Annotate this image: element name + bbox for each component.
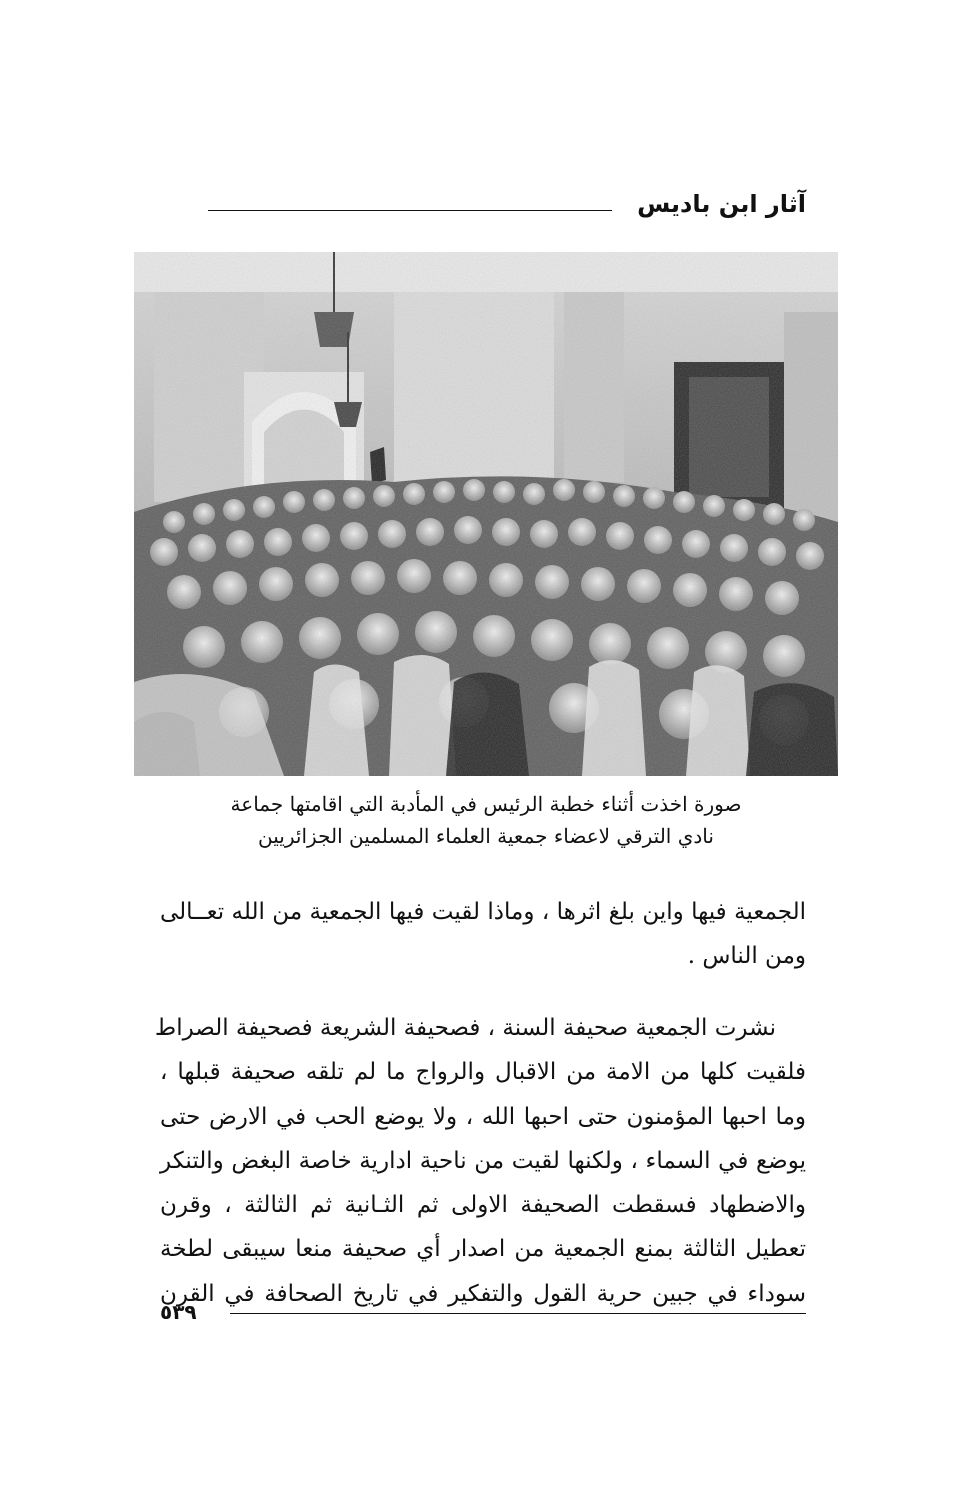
photo-caption — [150, 788, 822, 852]
body-text — [154, 890, 806, 1316]
header-rule — [208, 210, 612, 211]
banquet-photograph — [134, 252, 838, 776]
text-line: تعطيل الثالثة بمنع الجمعية من اصدار أي صحيفة منعا سيبقى لطخة — [160, 1236, 806, 1263]
footer-rule — [230, 1313, 806, 1314]
text-line: ومن الناس . — [687, 943, 806, 969]
text-line: فلقيت كلها من الامة من الاقبال والرواج ما لم تلقه صحيفة قبلها ، — [160, 1059, 806, 1086]
text-line: يوضع في السماء ، ولكنها لقيت من ناحية ادارية خاصة البغض والتنكر — [160, 1147, 806, 1174]
text-line: والاضطهاد فسقطت الصحيفة الاولى ثم الثـانية ثم الثالثة ، وقرن — [160, 1192, 806, 1219]
paragraph — [154, 1006, 806, 1316]
caption-line: نادي الترقي لاعضاء جمعية العلماء المسلمين الجزائريين — [258, 824, 714, 848]
book-title: آثار ابن باديس — [637, 190, 806, 218]
caption-line: صورة اخذت أثناء خطبة الرئيس في المأدبة التي اقامتها جماعة — [230, 792, 742, 816]
paragraph — [160, 890, 806, 978]
running-header — [208, 188, 808, 228]
page-number: ٥٣٩ — [160, 1300, 197, 1324]
text-line: سوداء في جبين حرية القول والتفكير في تاريخ الصحافة في القرن — [160, 1280, 806, 1307]
text-line: وما احبها المؤمنون حتى احبها الله ، ولا يوضع الحب في الارض حتى — [160, 1103, 806, 1130]
text-line: نشرت الجمعية صحيفة السنة ، فصحيفة الشريعة فصحيفة الصراط — [154, 1015, 776, 1041]
text-line: الجمعية فيها واين بلغ اثرها ، وماذا لقيت فيها الجمعية من الله تعــالى — [160, 899, 806, 925]
